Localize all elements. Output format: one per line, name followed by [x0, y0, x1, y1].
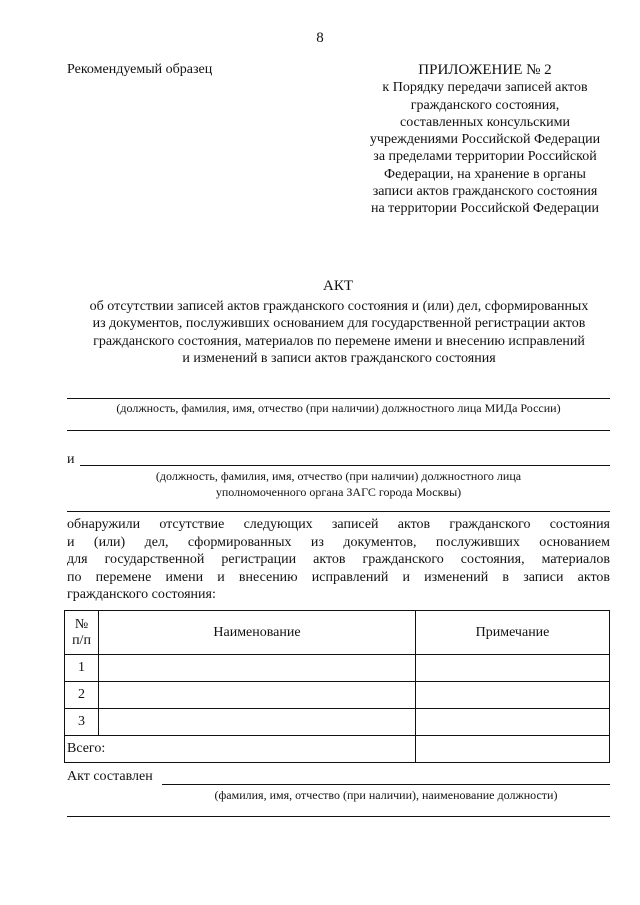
compiled-by-label: Акт составлен	[67, 769, 153, 784]
row-note-cell[interactable]	[416, 709, 610, 736]
header-note: Примечание	[416, 611, 610, 655]
mid-official-field-line[interactable]	[67, 398, 610, 399]
intro-line: обнаружили отсутствие следующих записей актов гражданского состояния	[67, 517, 610, 532]
table-header-row	[65, 611, 610, 655]
row-number: 2	[65, 682, 99, 709]
mid-official-caption: (должность, фамилия, имя, отчество (при наличии) должностного лица МИДа России)	[116, 401, 561, 415]
header-number	[65, 611, 99, 655]
row-name-cell[interactable]	[99, 682, 416, 709]
table-row	[65, 655, 610, 682]
appendix-line: к Порядку передачи записей актов	[382, 80, 588, 96]
zags-official-field-line[interactable]	[80, 465, 610, 466]
intro-line: и (или) дел, сформированных из документов, послуживших основанием	[67, 534, 610, 550]
recommended-sample-label: Рекомендуемый образец	[67, 62, 213, 77]
appendix-line: гражданского состояния,	[410, 97, 560, 113]
compiled-by-caption: (фамилия, имя, отчество (при наличии), наименование должности)	[214, 788, 558, 802]
appendix-line: на территории Российской Федерации	[370, 201, 600, 217]
compiled-by-field-line-2[interactable]	[67, 816, 610, 817]
appendix-title: ПРИЛОЖЕНИЕ № 2	[418, 62, 552, 78]
table-row	[65, 682, 610, 709]
row-note-cell[interactable]	[416, 655, 610, 682]
row-name-cell[interactable]	[99, 709, 416, 736]
row-number: 3	[65, 709, 99, 736]
total-note-cell[interactable]	[416, 736, 610, 763]
act-subtitle-line: гражданского состояния, материалов по перемене имени и внесению исправлений	[93, 333, 585, 349]
act-subtitle-line: и изменений в записи актов гражданского состояния	[182, 350, 496, 366]
compiled-by-field-line[interactable]	[162, 784, 610, 785]
appendix-line: учреждениями Российской Федерации	[369, 132, 601, 148]
header-number-abbr: п/п	[72, 632, 91, 648]
intro-line: для государственной регистрации актов гражданского состояния, материалов	[67, 552, 610, 567]
table-total-row	[65, 736, 610, 763]
total-label: Всего:	[65, 736, 416, 763]
header-number-symbol: №	[74, 616, 89, 632]
appendix-line: составленных консульскими	[399, 114, 571, 130]
intro-line: по перемене имени и внесению исправлений и изменений в записи актов	[67, 569, 610, 585]
row-name-cell[interactable]	[99, 655, 416, 682]
act-subtitle	[64, 298, 614, 367]
row-note-cell[interactable]	[416, 682, 610, 709]
header-name: Наименование	[99, 611, 416, 655]
act-subtitle-line: из документов, послуживших основанием для государственной регистрации актов	[92, 316, 586, 332]
appendix-line: записи актов гражданского состояния	[372, 184, 598, 200]
intro-paragraph	[67, 516, 610, 604]
appendix-line: Федерации, на хранение в органы	[384, 166, 586, 182]
zags-caption-line: (должность, фамилия, имя, отчество (при наличии) должностного лица	[155, 469, 522, 483]
zags-official-caption	[67, 468, 610, 500]
page-number: 8	[316, 30, 324, 46]
appendix-block	[350, 62, 620, 218]
act-title: АКТ	[323, 278, 353, 294]
zags-official-field-line-2[interactable]	[67, 511, 610, 512]
records-table	[64, 610, 610, 763]
appendix-line: за пределами территории Российской	[373, 149, 597, 165]
intro-line: гражданского состояния:	[67, 587, 216, 602]
act-subtitle-line: об отсутствии записей актов гражданского состояния и (или) дел, сформированных	[89, 299, 589, 314]
table-row	[65, 709, 610, 736]
row-number: 1	[65, 655, 99, 682]
mid-official-field-line-2[interactable]	[67, 430, 610, 431]
zags-caption-line: уполномоченного органа ЗАГС города Москвы)	[215, 485, 462, 499]
and-label: и	[67, 452, 75, 467]
